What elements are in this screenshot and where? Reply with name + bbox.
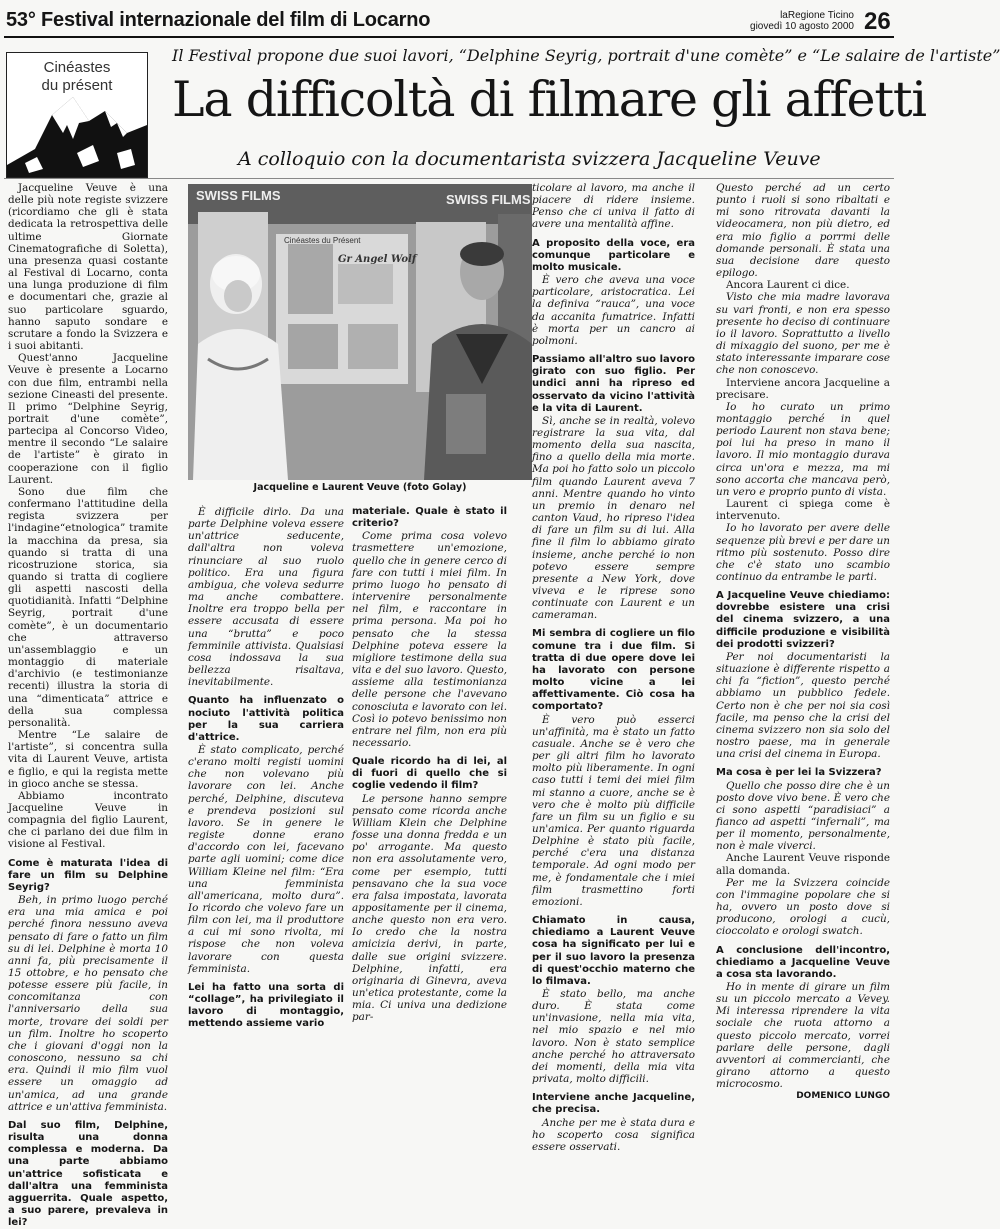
interview-answer: Io ho curato un primo montaggio perché in quel periodo Laurent non stava bene; poi lui ha preso in mano il lavoro. Il mio montaggio durava circa un'ora e mezza, ma mi sono accorta che mancava però, un vero e proprio punto di vista. bbox=[716, 400, 890, 498]
section-logo bbox=[6, 52, 148, 178]
logo-line-1: Cinéastes bbox=[43, 59, 111, 76]
article-photo bbox=[188, 184, 532, 480]
kicker: Il Festival propone due suoi lavori, “Delphine Seyrig, portrait d'une comète” e “Le salaire de l'artiste” bbox=[172, 46, 1000, 65]
interview-answer: È vero che aveva una voce particolare, aristocratica. Lei la definiva “rauca”, una voce da accanita fumatrice. Infatti è morta per un cancro ai polmoni. bbox=[532, 274, 695, 347]
interview-question: Lei ha fatto una sorta di “collage”, ha privilegiato il lavoro di montaggio, mettendo assieme vario bbox=[188, 981, 344, 1030]
interview-question: A conclusione dell'incontro, chiediamo a Jacqueline Veuve a cosa sta lavorando. bbox=[716, 944, 890, 980]
interview-answer: È stato bello, ma anche duro. È stata come un'invasione, nella mia vita, nel mio spazio e nel mio lavoro. Non è stato semplice anche perché ho attraversato dei momenti, della mia vita privata, molto difficili. bbox=[532, 988, 695, 1086]
paragraph: Jacqueline Veuve è una delle più note registe svizzere (ricordiamo che gli è stata dedicata la retrospettiva delle ultime Giornate Cinematografiche di Soletta), una presenza quasi costante al Festival di Locarno, conta una lunga produzione di film e documentari che, grazie al suo particolare sguardo, hanno saputo sondare e scrutare a fondo la Svizzera e i suoi abitanti. bbox=[8, 182, 168, 353]
interview-answer: ticolare al lavoro, ma anche il piacere di ridere insieme. Penso che ci univa il fatto di avere una mentalità affine. bbox=[532, 182, 695, 231]
interview-question: Quale ricordo ha di lei, al di fuori di quello che si coglie vedendo il film? bbox=[352, 756, 507, 792]
headline: La difficoltà di filmare gli affetti bbox=[172, 71, 926, 128]
article-column-5 bbox=[716, 182, 890, 1102]
interview-answer: Come prima cosa volevo trasmettere un'emozione, quello che in genere cerco di fare con tutti i miei film. In primo luogo ho pensato di intervenire personalmente nel film, e raccontare in prima persona. Ma poi ho pensato che la stessa Delphine poteva essere la migliore testimone della sua vita e del suo lavoro. Questo, assieme alla testimonianza delle persone che l'avevano conosciuta e lavorato con lei. Così io potevo benissimo non entrare nel film, non era più necessario. bbox=[352, 530, 507, 749]
newspaper-name: laRegione Ticino bbox=[780, 10, 854, 21]
interview-answer: Io ho lavorato per avere delle sequenze più brevi e per dare un ritmo più sostenuto. Posso dire che c'è stato uno scambio continuo da entrambe le parti. bbox=[716, 522, 890, 583]
sign-swiss-films: SWISS FILMS bbox=[446, 192, 531, 207]
interview-answer: Per noi documentaristi la situazione è differente rispetto a chi fa “fiction”, questo perché abbiamo un pubblico fedele. Certo non è che per noi sia così facile, ma penso che la crisi del cinema svizzero non sia solo del nostro paese, ma in generale una crisi del cinema in Europa. bbox=[716, 650, 890, 761]
paragraph: Interviene ancora Jacqueline a precisare. bbox=[716, 376, 890, 401]
issue-date: giovedì 10 agosto 2000 bbox=[750, 21, 854, 32]
mountain-logo-icon bbox=[7, 53, 147, 177]
interview-answer: Beh, in primo luogo perché era una mia amica e poi perché finora nessuno aveva pensato di fare o fatto un film su di lei. Delphine è morta 10 anni fa, più precisamente il 15 ottobre, e ho pensato che potesse essere più facile, in concomitanza con l'anniversario della sua morte, trovare dei soldi per un film. Inoltre ho scoperto che i giovani d'oggi non la conoscono, nessuno sa chi era. Quindi il mio film vuol essere un omaggio ad un'amica, ad una grande attrice e un'attiva femminista. bbox=[8, 894, 168, 1113]
subheadline: A colloquio con la documentarista svizzera Jacqueline Veuve bbox=[238, 148, 821, 170]
interview-question: Chiamato in causa, chiediamo a Laurent Veuve cosa ha significato per lui e per il suo lavoro la presenza di quest'occhio materno che lo filmava. bbox=[532, 915, 695, 987]
section-title: 53° Festival internazionale del film di Locarno bbox=[6, 9, 431, 31]
divider bbox=[4, 178, 894, 179]
newspaper-masthead bbox=[744, 10, 854, 32]
interview-answer: Questo perché ad un certo punto i ruoli si sono ribaltati e mi sono ritrovata davanti la videocamera, non più dietro, ed era mio figlio a porrmi delle domande personali. È stata una sua decisione dare questo epilogo. bbox=[716, 182, 890, 280]
interview-question: Come è maturata l'idea di fare un film su Delphine Seyrig? bbox=[8, 857, 168, 893]
interview-answer: È stato complicato, perché c'erano molti registi uomini che non volevano più lavorare con lei. Anche perché, Delphine, discuteva e prendeva posizioni sul lavoro. Se in genere le registe donne erano d'accordo con lei, facevano parte agli uomini; come dice William Kleine nel film: “Era una femminista all'americana, molto dura”. Io ricordo che volevo fare un film con lei, ma il produttore a cui mi sono rivolta, mi rispose che non voleva lavorare con questa femminista. bbox=[188, 743, 344, 975]
paragraph: Ancora Laurent ci dice. bbox=[726, 279, 850, 292]
interview-question: Passiamo all'altro suo lavoro girato con suo figlio. Per undici anni ha ripreso ed osservato da vicino l'attività e la vita di Laurent. bbox=[532, 354, 695, 414]
interview-answer: Sì, anche se in realtà, volevo registrare la sua vita, dal momento della sua nascita, fino a quello della mia morte. Ma poi ho fatto solo un piccolo film quando Laurent aveva 7 anni. Mentre quando ho vinto un premio in denaro nel canton Vaud, ho ripreso l'idea di fare un film su di lui. Alla fine il film lo abbiamo girato insieme, anche perché io non potevo essere sempre presente a New York, dove viveva e le riprese sono continuate con Laurent e un cameraman. bbox=[532, 414, 695, 622]
sign-swiss-films: SWISS FILMS bbox=[196, 188, 281, 203]
photo-caption: Jacqueline e Laurent Veuve (foto Golay) bbox=[253, 482, 467, 493]
paragraph: Sono due film che confermano l'attitudine della regista svizzera per l'indagine“etnologica” tramite la macchina da presa, sia quando si tratta di una ricostruzione storica, sia quando si tratta di cogliere gli aspetti nascosti della quotidianità. Infatti “Delphine Seyrig, portrait d'une comète”, è un documentario che attraverso un'assemblaggio e un montaggio di materiale d'archivio (e testimonianze recenti) illustra la storia di una “dimenticata” attrice e della sua complessa personalità. bbox=[8, 485, 168, 729]
interview-question: materiale. Quale è stato il criterio? bbox=[352, 506, 507, 530]
paragraph: Anche Laurent Veuve risponde alla domanda. bbox=[716, 852, 890, 877]
paragraph: Laurent ci spiega come è intervenuto. bbox=[716, 498, 890, 523]
interview-answer: È vero può esserci un'affinità, ma è stato un fatto casuale. Anche se è vero che per gli altri film ho lavorato molto più liberamente. In ogni caso tutti i temi dei miei film mi stanno a cuore, anche se è vero che è molto più difficile fare un film su un figlio e su un'amica. Per quanto riguarda Delphine è stato più facile, perché c'era una distanza temporale. Ad ogni modo per me, è fondamentale che i miei film trasmettino forti emozioni. bbox=[532, 713, 695, 908]
article-column-4 bbox=[532, 182, 695, 1153]
interview-question: Mi sembra di cogliere un filo comune tra i due film. Si tratta di due opere dove lei ha lavorato con persone molto vicine a lei affettivamente. Ciò cosa ha comportato? bbox=[532, 628, 695, 713]
interview-question: A Jacqueline Veuve chiediamo: dovrebbe esistere una crisi del cinema svizzero, a una difficile produzione e visibilità dei prodotti svizzeri? bbox=[716, 590, 890, 650]
poster-title: Cinéastes du Présent bbox=[284, 236, 361, 245]
interview-answer: Quello che posso dire che è un posto dove vivo bene. È vero che ci sono aspetti “paradisiaci” a fianco ad aspetti “infernali”, ma per il momento, personalmente, non è male viverci. bbox=[716, 779, 890, 853]
paragraph: Abbiamo incontrato Jacqueline Veuve in compagnia del figlio Laurent, che ci parlano dei due film in visione al Festival. bbox=[8, 789, 168, 851]
header-bar bbox=[4, 6, 894, 38]
article-column-1 bbox=[8, 182, 168, 1229]
logo-line-2: du présent bbox=[41, 77, 113, 94]
paragraph: Mentre “Le salaire de l'artiste”, si concentra sulla vita di Laurent Veuve, artista e figlio, e qui la regista mette in gioco anche se stessa. bbox=[8, 729, 168, 790]
interview-question: Ma cosa è per lei la Svizzera? bbox=[716, 767, 882, 779]
interview-question: A proposito della voce, era comunque particolare e molto musicale. bbox=[532, 237, 695, 273]
poster-script: Gr Angel Wolf bbox=[338, 254, 417, 265]
article-column-2 bbox=[188, 506, 344, 1030]
page-number: 26 bbox=[864, 8, 891, 35]
interview-answer: Visto che mia madre lavorava su vari fronti, e non era spesso presente ho deciso di continuare io il lavoro. Soprattutto a livello di mixaggio del suono, per me è stato interessante imparare cose che non conoscevo. bbox=[716, 291, 890, 377]
interview-answer: Anche per me è stata dura e ho scoperto cosa significa essere osservati. bbox=[532, 1116, 695, 1153]
interview-question: Dal suo film, Delphine, risulta una donna complessa e moderna. Da una parte abbiamo un'attrice sofisticata e dall'altra una femminista agguerrita. Quale aspetto, a suo parere, prevaleva in lei? bbox=[8, 1119, 168, 1229]
article-column-3 bbox=[352, 506, 507, 1024]
interview-answer: Ho in mente di girare un film su un piccolo mercato a Vevey. Mi interessa riprendere la vita sociale che ruota attorno a questo piccolo mercato, vorrei parlare delle persone, dagli avventori ai commercianti, che girano attorno a questo microcosmo. bbox=[716, 981, 890, 1091]
interview-answer: È difficile dirlo. Da una parte Delphine voleva essere un'attrice seducente, dall'altra non voleva rinunciare al suo ruolo politico. Era una figura ambigua, che voleva sedurre ma anche combattere. Inoltre era troppo bella per essere accusata di essere una “brutta” e poco femminile attivista. Qualsiasi cosa indossava la sua bellezza risaltava, inevitabilmente. bbox=[188, 506, 344, 689]
paragraph: Quest'anno Jacqueline Veuve è presente a Locarno con due film, entrambi nella sezione Cineasti del presente. Il primo “Delphine Seyrig, portrait d'une comète”, partecipa al Concorso Video, mentre il secondo “Le salaire de l'artiste” è girato in cooperazione con il figlio Laurent. bbox=[8, 352, 168, 486]
author-signature: DOMENICO LUNGO bbox=[796, 1091, 890, 1102]
interview-question: Interviene anche Jacqueline, che precisa. bbox=[532, 1092, 695, 1116]
interview-answer: Le persone hanno sempre pensato come ricorda anche William Klein che Delphine fosse una donna fredda e un po' arrogante. Ma questo non era assolutamente vero, come per esempio, tutti pensavano che la sua voce era falsa impostata, lavorata appositamente per il cinema, anche questo non era vero. Io credo che la nostra amicizia derivi, in parte, dalle sue origini svizzere. Delphine, infatti, era originaria di Ginevra, aveva un'etica protestante, come la mia. Ci univa una dedizione par- bbox=[352, 792, 507, 1024]
interview-question: Quanto ha influenzato o nociuto l'attività politica per la sua carriera d'attrice. bbox=[188, 695, 344, 743]
interview-answer: Per me la Svizzera coincide con l'immagine popolare che si ha, ovvero un posto dove si producono, orologi a cucù, cioccolato e orologi swatch. bbox=[716, 876, 890, 938]
photo-illustration bbox=[188, 184, 532, 480]
